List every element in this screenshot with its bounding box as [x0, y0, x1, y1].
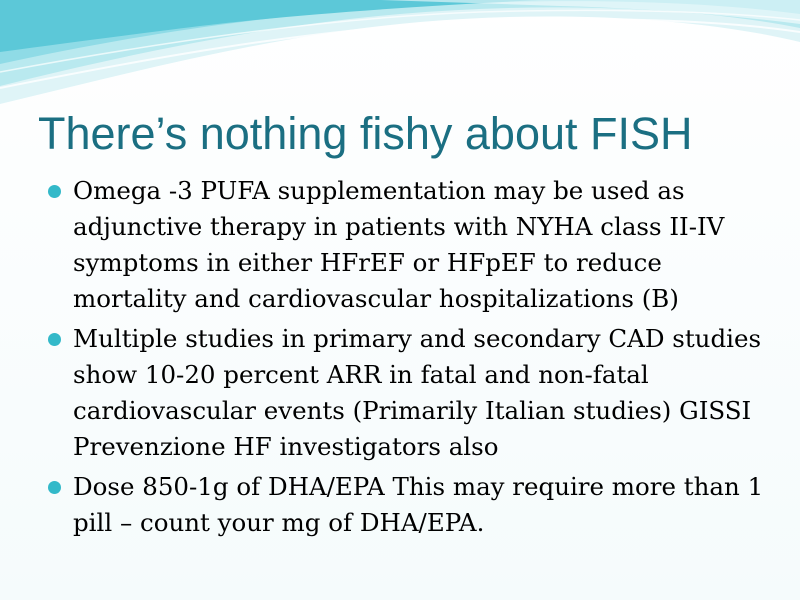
bullet-item — [44, 321, 764, 465]
header-wave-decoration — [0, 0, 800, 110]
bullet-item — [44, 469, 764, 541]
bullet-dot-icon — [48, 333, 61, 346]
bullet-text: Omega -3 PUFA supplementation may be used as adjunctive therapy in patients with NYHA class II-IV symptoms in either HFrEF or HFpEF to reduce mortality and cardiovascular hospitalizations (B) — [73, 176, 725, 313]
bullet-dot-icon — [48, 185, 61, 198]
bullet-item — [44, 173, 764, 317]
bullet-dot-icon — [48, 481, 61, 494]
bullet-text: Dose 850-1g of DHA/EPA This may require more than 1 pill – count your mg of DHA/EPA. — [73, 472, 764, 537]
bullet-text: Multiple studies in primary and secondary CAD studies show 10-20 percent ARR in fatal and non-fatal cardiovascular events (Primarily Italian studies) GISSI Prevenzione HF investigators also — [73, 324, 762, 461]
bullet-list — [44, 173, 764, 545]
slide-title: There’s nothing fishy about FISH — [38, 108, 693, 159]
